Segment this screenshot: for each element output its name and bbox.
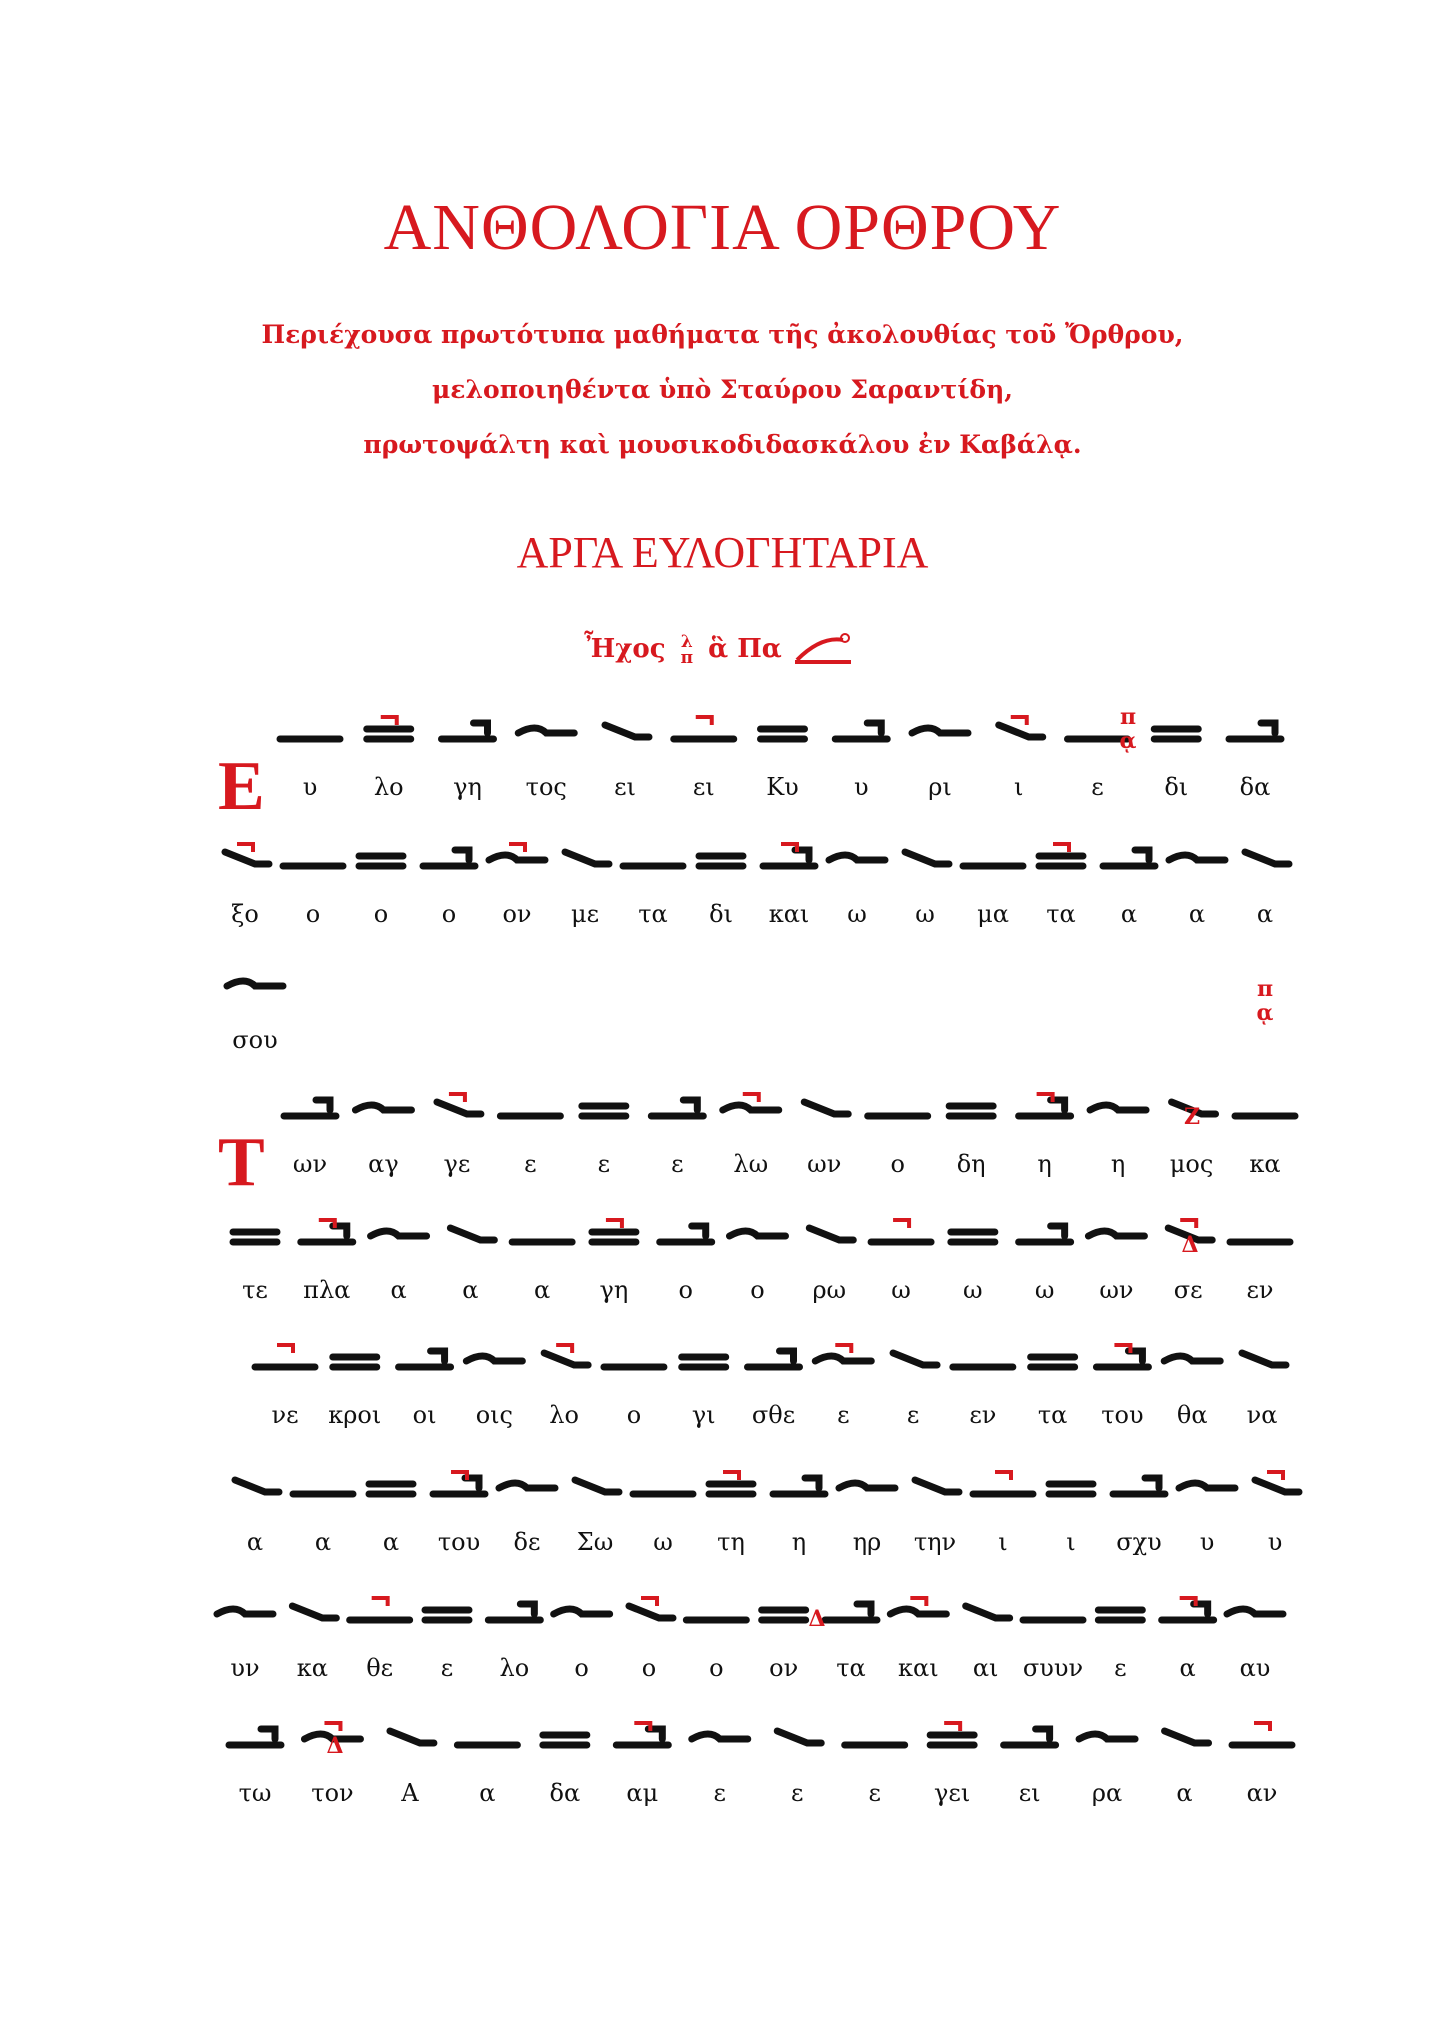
neume-icon <box>390 1731 434 1743</box>
neume-row <box>0 1321 1445 1391</box>
neume-icon <box>761 729 805 739</box>
lyric-syllable: τον <box>311 1779 354 1807</box>
neume-icon <box>1232 1723 1292 1745</box>
lyric-syllable: ω <box>847 900 867 928</box>
neume-icon <box>1229 723 1281 739</box>
neume-icon <box>369 1484 413 1494</box>
lyric-syllable: α <box>1256 900 1274 928</box>
lyric-syllable: α <box>1120 900 1138 928</box>
mode-neume-icon <box>791 630 861 670</box>
lyric-syllable: την <box>913 1528 957 1556</box>
lyric-syllable: αι <box>972 1654 999 1682</box>
lyric-syllable: α <box>314 1528 332 1556</box>
neume-icon <box>255 1345 315 1367</box>
lyric-syllable: υ <box>302 773 318 801</box>
lyric-syllable: νε <box>271 1401 299 1429</box>
neume-icon <box>1227 1609 1283 1614</box>
neume-icon <box>1169 855 1225 860</box>
lyric-syllable: ο <box>750 1276 765 1304</box>
lyric-syllable: ο <box>373 900 389 928</box>
lyric-syllable: ο <box>626 1401 642 1429</box>
lyric-syllable: υν <box>230 1654 260 1682</box>
neume-icon <box>1242 1353 1286 1365</box>
lyric-syllable: ε <box>671 1150 684 1178</box>
neume-icon <box>915 1480 959 1492</box>
martyria-mark: Δ <box>1181 1232 1199 1258</box>
lyric-syllable: ει <box>614 773 636 801</box>
lyric-syllable: ον <box>769 1654 799 1682</box>
lyric-syllable: Σω <box>576 1528 614 1556</box>
lyric-syllable: Κυ <box>766 773 799 801</box>
neume-icon <box>544 1345 588 1365</box>
lyric-syllable: κα <box>296 1654 328 1682</box>
lyric-syllable: ω <box>653 1528 673 1556</box>
lyric-syllable: ω <box>1034 1276 1055 1304</box>
martyria-mark: Δ <box>808 1606 826 1632</box>
neume-icon <box>804 1102 848 1114</box>
neume-icon <box>518 728 574 733</box>
lyric-syllable: ε <box>440 1654 454 1682</box>
neume-icon <box>359 856 403 866</box>
neume-icon <box>333 1357 377 1367</box>
neume-icon <box>905 852 949 864</box>
neume-icon <box>1019 1226 1071 1242</box>
neume-icon <box>1245 852 1289 864</box>
neume-icon <box>425 1610 469 1620</box>
neume-icon <box>235 1480 279 1492</box>
neume-icon <box>1004 1729 1056 1745</box>
neume-row <box>0 1448 1445 1518</box>
neume-icon <box>554 1609 610 1614</box>
neume-icon <box>499 1483 555 1488</box>
martyria-mark: π <box>1119 704 1137 730</box>
lyric-syllable: ο <box>890 1150 905 1178</box>
lyric-syllable: ο <box>441 900 457 928</box>
neume-icon <box>674 717 734 739</box>
lyric-syllable: ω <box>915 900 935 928</box>
neume-icon <box>893 1353 937 1365</box>
neume-icon <box>629 1598 673 1618</box>
neume-icon <box>450 1228 494 1240</box>
neume-icon <box>437 1094 481 1114</box>
lyric-syllable: ων <box>807 1150 842 1178</box>
lyric-syllable: εν <box>1246 1276 1274 1304</box>
lyric-syllable: τα <box>836 1654 866 1682</box>
lyric-syllable: ω <box>891 1276 911 1304</box>
neume-icon <box>966 1606 1010 1618</box>
neume-icon <box>355 1105 411 1110</box>
drop-cap-initial: Ε <box>218 748 265 825</box>
neume-row <box>0 1574 1445 1644</box>
neume-icon <box>233 1232 277 1242</box>
neume-icon <box>773 1478 825 1494</box>
lyric-syllable: Α <box>401 1779 419 1807</box>
lyric-syllable: α <box>534 1276 551 1304</box>
lyric-syllable: η <box>1037 1150 1052 1178</box>
lyric-syllable: δη <box>956 1150 986 1178</box>
mode-degree: ἃ <box>708 634 729 664</box>
neume-row <box>0 1196 1445 1266</box>
lyric-syllable: δι <box>709 900 733 928</box>
lyric-syllable: η <box>791 1528 807 1556</box>
lyric-syllable: μος <box>1169 1150 1214 1178</box>
lyric-syllable: υ <box>1199 1528 1215 1556</box>
neume-icon <box>777 1731 821 1743</box>
neume-icon <box>762 1610 806 1620</box>
lyric-syllable: α <box>462 1276 479 1304</box>
lyric-syllable: η <box>1110 1150 1126 1178</box>
neume-icon <box>1096 1345 1148 1367</box>
neume-icon <box>682 1357 726 1367</box>
lyric-syllable: α <box>390 1276 407 1304</box>
lyric-syllable: ι <box>998 1528 1008 1556</box>
lyric-syllable: οι <box>412 1401 437 1429</box>
subtitle-line-1: Περιέχουσα πρωτότυπα μαθήματα τῆς ἀκολουθίας τοῦ Ὄρθρου, <box>261 320 1184 349</box>
neume-icon <box>292 1606 336 1618</box>
lyric-syllable: του <box>1101 1401 1144 1429</box>
neume-icon <box>999 717 1043 737</box>
neume-row <box>0 820 1445 890</box>
lyric-syllable: ι <box>1066 1528 1076 1556</box>
neume-icon <box>350 1598 410 1620</box>
lyric-syllable: με <box>570 900 600 928</box>
subtitle-line-3: πρωτοψάλτη καὶ μουσικοδιδασκάλου ἐν Καβάλᾳ. <box>363 430 1082 459</box>
lyric-syllable: ε <box>868 1779 881 1807</box>
neume-icon <box>1179 1483 1235 1488</box>
neume-icon <box>217 1609 273 1614</box>
neume-icon <box>582 1106 626 1116</box>
mode-label: Ἦχος <box>584 634 666 664</box>
neume-icon <box>433 1472 485 1494</box>
neume-icon <box>301 1220 353 1242</box>
neume-row <box>0 946 1445 1016</box>
lyric-syllable: λο <box>499 1654 530 1682</box>
mode-fraction: λ π <box>680 632 694 668</box>
neume-icon <box>575 1480 619 1492</box>
neume-icon <box>605 725 649 737</box>
lyric-syllable: οις <box>475 1401 513 1429</box>
lyric-syllable: γη <box>453 773 482 801</box>
subtitle-line-2: μελοποιηθέντα ὑπὸ Σταύρου Σαραντίδη, <box>432 375 1013 404</box>
lyric-syllable: α <box>479 1779 496 1807</box>
lyric-syllable: ι <box>1014 773 1024 801</box>
lyric-syllable: σθε <box>751 1401 796 1429</box>
lyric-syllable: πλα <box>303 1276 351 1304</box>
lyric-syllable: ρω <box>812 1276 847 1304</box>
section-title: ΑΡΓΑ ΕΥΛΟΓΗΤΑΡΙΑ <box>516 528 929 577</box>
neume-icon <box>723 1094 779 1110</box>
neume-icon <box>442 723 494 739</box>
neume-icon <box>565 852 609 864</box>
neume-icon <box>709 1472 753 1494</box>
neume-row <box>0 693 1445 763</box>
lyric-syllable: του <box>437 1528 481 1556</box>
neume-icon <box>1079 1734 1135 1739</box>
lyric-syllable: και <box>768 900 810 928</box>
lyric-syllable: αμ <box>626 1779 659 1807</box>
neume-icon <box>748 1351 800 1367</box>
lyric-syllable: ο <box>305 900 321 928</box>
lyric-syllable: υ <box>853 773 869 801</box>
neume-icon <box>809 1228 853 1240</box>
lyric-syllable: τα <box>1037 1401 1068 1429</box>
neume-icon <box>616 1723 668 1745</box>
lyric-syllable: αγ <box>368 1150 399 1178</box>
lyric-syllable: ων <box>1099 1276 1134 1304</box>
lyric-syllable: εν <box>969 1401 997 1429</box>
martyria-mark: π <box>1256 976 1274 1002</box>
lyric-syllable: ο <box>709 1654 724 1682</box>
neume-icon <box>1255 1472 1299 1492</box>
martyria-mark: Ζ <box>1183 1104 1201 1130</box>
lyric-syllable: γι <box>691 1401 716 1429</box>
lyric-syllable: ει <box>1018 1779 1041 1807</box>
lyric-syllable: τη <box>717 1528 745 1556</box>
lyric-syllable: τω <box>238 1779 272 1807</box>
page-title: ΑΝΘΟΛΟΓΙΑ ΟΡΘΡΟΥ <box>383 191 1062 264</box>
neume-icon <box>763 844 815 866</box>
neume-icon <box>692 1734 748 1739</box>
lyric-syllable: λο <box>549 1401 579 1429</box>
lyric-syllable: ων <box>292 1150 328 1178</box>
lyric-syllable: σε <box>1173 1276 1203 1304</box>
neume-icon <box>730 1231 786 1236</box>
neume-icon <box>592 1220 636 1242</box>
neume-icon <box>890 1598 946 1614</box>
lyric-syllable: μα <box>977 900 1009 928</box>
neume-icon <box>651 1100 703 1116</box>
lyric-syllable: γη <box>599 1276 629 1304</box>
lyric-syllable: ε <box>791 1779 804 1807</box>
neume-icon <box>839 1483 895 1488</box>
lyric-syllable: ο <box>641 1654 657 1682</box>
neume-icon <box>284 1100 336 1116</box>
lyric-syllable: θε <box>366 1654 394 1682</box>
lyric-syllable: τα <box>638 900 668 928</box>
neume-icon <box>225 844 269 864</box>
lyric-syllable: δα <box>1239 773 1271 801</box>
neume-icon <box>871 1220 931 1242</box>
neume-icon <box>951 1232 995 1242</box>
neume-icon <box>423 850 475 866</box>
lyric-syllable: ρι <box>928 773 952 801</box>
neume-icon <box>1090 1105 1146 1110</box>
neume-icon <box>1098 1610 1142 1620</box>
neume-icon <box>825 1604 877 1620</box>
lyric-syllable: τα <box>1046 900 1076 928</box>
lyric-syllable: α <box>1188 900 1206 928</box>
neume-icon <box>1103 850 1155 866</box>
lyric-syllable: ε <box>1091 773 1104 801</box>
neume-icon <box>489 844 545 860</box>
lyric-syllable: ε <box>597 1150 611 1178</box>
lyric-syllable: θα <box>1176 1401 1208 1429</box>
lyric-syllable: ε <box>524 1150 537 1178</box>
neume-icon <box>660 1226 712 1242</box>
lyric-syllable: γε <box>443 1150 471 1178</box>
lyric-syllable: σχυ <box>1116 1528 1162 1556</box>
lyric-syllable: ω <box>963 1276 983 1304</box>
lyric-syllable: ρα <box>1091 1779 1123 1807</box>
neume-icon <box>699 856 743 866</box>
neume-row <box>0 1070 1445 1140</box>
neume-icon <box>1154 729 1198 739</box>
lyric-syllable: ηρ <box>852 1528 882 1556</box>
lyric-syllable: τε <box>242 1276 268 1304</box>
neume-icon <box>227 981 283 986</box>
neume-icon <box>1165 1731 1209 1743</box>
neume-icon <box>815 1345 871 1361</box>
lyric-syllable: ο <box>574 1654 589 1682</box>
drop-cap-initial: Τ <box>218 1124 265 1201</box>
neume-row <box>0 1699 1445 1769</box>
neume-icon <box>1164 1356 1220 1361</box>
neume-icon <box>1039 844 1083 866</box>
lyric-syllable: ο <box>678 1276 693 1304</box>
neume-icon <box>1049 1484 1093 1494</box>
neume-icon <box>930 1723 974 1745</box>
neume-icon <box>912 728 968 733</box>
neume-icon <box>367 717 411 739</box>
lyric-syllable: δα <box>549 1779 581 1807</box>
lyric-syllable: και <box>898 1654 939 1682</box>
neume-icon <box>399 1351 451 1367</box>
lyric-syllable: κροι <box>328 1401 382 1429</box>
neume-icon <box>488 1604 540 1620</box>
neume-icon <box>543 1735 587 1745</box>
lyric-syllable: γει <box>934 1779 971 1807</box>
lyric-syllable: λο <box>373 773 404 801</box>
lyric-syllable: κα <box>1249 1150 1281 1178</box>
mode-signature <box>0 630 1445 670</box>
neume-icon <box>835 723 887 739</box>
neume-icon <box>1162 1598 1214 1620</box>
lyric-syllable: υ <box>1267 1528 1283 1556</box>
lyric-syllable: αυ <box>1239 1654 1271 1682</box>
lyric-syllable: τος <box>525 773 567 801</box>
neume-icon <box>829 855 885 860</box>
lyric-syllable: δε <box>513 1528 541 1556</box>
lyric-syllable: ε <box>837 1401 850 1429</box>
lyric-syllable: αν <box>1246 1779 1278 1807</box>
lyric-syllable: συυν <box>1022 1654 1084 1682</box>
neume-icon <box>1113 1478 1165 1494</box>
neume-icon <box>371 1231 427 1236</box>
lyric-syllable: ε <box>713 1779 726 1807</box>
neume-icon <box>973 1472 1033 1494</box>
lyric-syllable: σου <box>232 1026 278 1054</box>
neume-icon <box>229 1729 281 1745</box>
lyric-syllable: ον <box>502 900 532 928</box>
mode-base: Πα <box>737 634 782 664</box>
neume-icon <box>1088 1231 1144 1236</box>
lyric-syllable: να <box>1246 1401 1278 1429</box>
martyria-mark: Δ <box>326 1733 344 1759</box>
lyric-syllable: ξο <box>231 900 259 928</box>
lyric-syllable: ει <box>692 773 715 801</box>
neume-icon <box>1019 1094 1071 1116</box>
lyric-syllable: α <box>382 1528 400 1556</box>
neume-icon <box>949 1106 993 1116</box>
lyric-syllable: λω <box>733 1150 769 1178</box>
lyric-syllable: ε <box>906 1401 920 1429</box>
neume-icon <box>1031 1357 1075 1367</box>
lyric-syllable: α <box>246 1528 264 1556</box>
lyric-syllable: δι <box>1164 773 1189 801</box>
lyric-syllable: α <box>1176 1779 1193 1807</box>
lyric-syllable: ε <box>1114 1654 1127 1682</box>
lyric-syllable: α <box>1179 1654 1196 1682</box>
martyria-mark: ᾳ <box>1119 728 1137 754</box>
neume-icon <box>466 1356 522 1361</box>
martyria-mark: ᾳ <box>1256 1000 1274 1026</box>
